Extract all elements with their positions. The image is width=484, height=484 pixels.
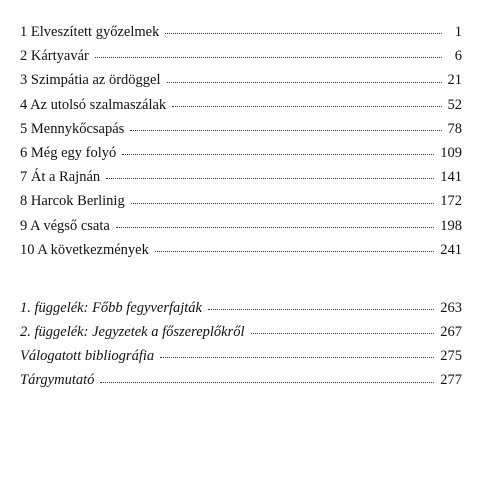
toc-entry-chapter-1 — [20, 20, 462, 44]
toc-entry-title: 4 Az utolsó szalmaszálak — [20, 96, 167, 113]
toc-entry-page: 277 — [440, 372, 462, 389]
toc-entry-bibliography — [20, 344, 462, 368]
toc-entry-page: 267 — [440, 324, 462, 341]
toc-entry-title: 2 Kártyavár — [20, 48, 89, 65]
toc-entry-page: 78 — [447, 120, 462, 137]
toc-entry-title: 6 Még egy folyó — [20, 144, 117, 161]
dot-leader — [122, 154, 434, 155]
chapter-list — [20, 20, 462, 262]
dot-leader — [167, 82, 442, 83]
toc-entry-appendix-2 — [20, 320, 462, 344]
toc-entry-title: 3 Szimpátia az ördöggel — [20, 72, 161, 89]
dot-leader — [106, 178, 434, 179]
dot-leader — [165, 33, 442, 34]
toc-entry-title: Válogatott bibliográfia — [20, 348, 155, 365]
toc-entry-title: Tárgymutató — [20, 372, 95, 389]
toc-entry-chapter-7 — [20, 165, 462, 189]
toc-entry-page: 21 — [447, 72, 462, 89]
toc-entry-title: 2. függelék: Jegyzetek a főszereplőkről — [20, 324, 245, 341]
toc-entry-chapter-10 — [20, 238, 462, 262]
toc-entry-page: 141 — [440, 169, 462, 186]
toc-entry-page: 1 — [454, 24, 462, 40]
table-of-contents — [20, 20, 462, 393]
toc-entry-index — [20, 368, 462, 392]
toc-entry-title: 5 Mennykőcsapás — [20, 120, 125, 137]
toc-entry-appendix-1 — [20, 296, 462, 320]
toc-entry-title: 1. függelék: Főbb fegyverfajták — [20, 299, 202, 316]
toc-entry-page: 263 — [440, 299, 462, 316]
toc-entry-title: 8 Harcok Berlinig — [20, 193, 125, 210]
toc-entry-title: 7 Át a Rajnán — [20, 169, 101, 186]
dot-leader — [155, 251, 434, 252]
toc-entry-chapter-3 — [20, 68, 462, 92]
dot-leader — [208, 309, 434, 310]
toc-entry-title: 10 A következmények — [20, 241, 149, 258]
toc-entry-page: 52 — [447, 96, 462, 113]
toc-entry-chapter-2 — [20, 44, 462, 68]
toc-entry-chapter-9 — [20, 214, 462, 238]
dot-leader — [251, 333, 435, 334]
toc-entry-page: 109 — [440, 144, 462, 161]
toc-entry-page: 6 — [454, 48, 462, 65]
toc-entry-title: 9 A végső csata — [20, 217, 110, 234]
dot-leader — [160, 357, 434, 358]
dot-leader — [100, 382, 434, 383]
dot-leader — [131, 203, 435, 204]
dot-leader — [130, 130, 441, 131]
toc-entry-page: 275 — [440, 348, 462, 365]
toc-entry-chapter-5 — [20, 117, 462, 141]
toc-entry-title: 1 Elveszített győzelmek — [20, 24, 160, 40]
appendix-list — [20, 296, 462, 393]
toc-entry-page: 198 — [440, 217, 462, 234]
toc-entry-page: 172 — [440, 193, 462, 210]
toc-entry-page: 241 — [440, 241, 462, 258]
toc-entry-chapter-4 — [20, 93, 462, 117]
dot-leader — [172, 106, 441, 107]
dot-leader — [95, 57, 442, 58]
dot-leader — [116, 227, 434, 228]
toc-entry-chapter-6 — [20, 141, 462, 165]
toc-entry-chapter-8 — [20, 189, 462, 213]
